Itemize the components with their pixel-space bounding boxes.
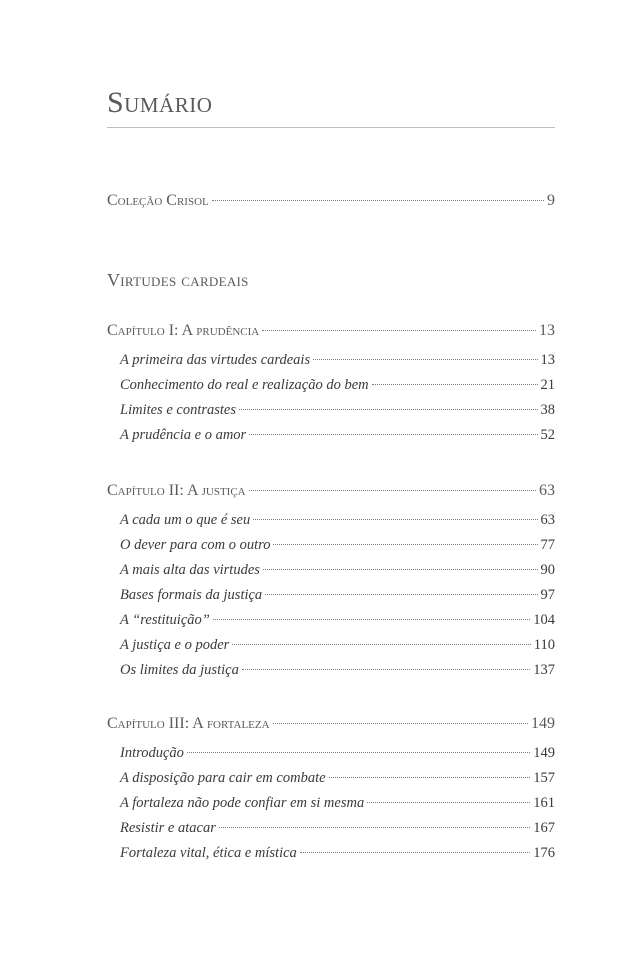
dot-leader — [300, 851, 530, 853]
toc-entry-label: A mais alta das virtudes — [120, 562, 260, 578]
toc-entry-label: Introdução — [120, 745, 184, 761]
dot-leader — [232, 643, 531, 645]
toc-page-number: 21 — [540, 377, 555, 393]
toc-entry[interactable] — [120, 662, 555, 679]
dot-leader — [249, 433, 537, 435]
toc-entry[interactable] — [120, 637, 555, 654]
toc-entry-label: Coleção Crisol — [107, 192, 209, 209]
toc-entry-label: Resistir e atacar — [120, 820, 216, 836]
chapter-label: Capítulo I: A prudência — [107, 322, 260, 339]
toc-entry[interactable] — [120, 512, 555, 529]
toc-entry-label: Os limites da justiça — [120, 662, 239, 678]
toc-entry[interactable] — [120, 845, 555, 862]
toc-page-number: 176 — [533, 845, 555, 861]
dot-leader — [367, 801, 530, 803]
toc-page-number: 13 — [540, 352, 555, 368]
toc-entry[interactable] — [120, 612, 555, 629]
toc-page-number: 9 — [547, 192, 555, 209]
toc-entry-label: A justiça e o poder — [120, 637, 230, 653]
chapter-label: Capítulo II: A justiça — [107, 482, 246, 499]
toc-entry[interactable] — [120, 587, 555, 604]
toc-entry-label: Bases formais da justiça — [120, 587, 263, 603]
chapter-label: Capítulo III: A fortaleza — [107, 715, 270, 732]
toc-entry-label: A fortaleza não pode confiar em si mesma — [120, 795, 365, 811]
dot-leader — [329, 776, 531, 778]
toc-page-number: 63 — [539, 482, 555, 499]
dot-leader — [372, 383, 538, 385]
chapter-heading-3[interactable] — [107, 715, 555, 733]
dot-leader — [212, 199, 544, 201]
toc-page-number: 137 — [533, 662, 555, 678]
toc-page-number: 161 — [533, 795, 555, 811]
dot-leader — [219, 826, 530, 828]
toc-entry-label: Fortaleza vital, ética e mística — [120, 845, 297, 861]
toc-entry-label: A disposição para cair em combate — [120, 770, 326, 786]
dot-leader — [187, 751, 530, 753]
dot-leader — [213, 618, 530, 620]
toc-page-number: 104 — [533, 612, 555, 628]
toc-entry-label: Conhecimento do real e realização do bem — [120, 377, 369, 393]
dot-leader — [242, 668, 530, 670]
toc-entry-label: A cada um o que é seu — [120, 512, 251, 528]
dot-leader — [273, 722, 528, 724]
dot-leader — [263, 568, 538, 570]
dot-leader — [265, 593, 537, 595]
toc-entry-label: A prudência e o amor — [120, 427, 247, 443]
toc-page-number: 77 — [540, 537, 555, 553]
toc-entry[interactable] — [120, 562, 555, 579]
toc-entry-label: A primeira das virtudes cardeais — [120, 352, 311, 368]
dot-leader — [253, 518, 537, 520]
toc-entry[interactable] — [120, 537, 555, 554]
toc-entry[interactable] — [120, 402, 555, 419]
part-title: Virtudes cardeais — [107, 270, 249, 290]
toc-page-number: 97 — [540, 587, 555, 603]
dot-leader — [239, 408, 538, 410]
toc-entry[interactable] — [120, 820, 555, 837]
toc-page-number: 52 — [540, 427, 555, 443]
dot-leader — [249, 489, 536, 491]
toc-page-number: 63 — [540, 512, 555, 528]
page-title: Sumário — [107, 86, 213, 119]
dot-leader — [273, 543, 537, 545]
chapter-heading-1[interactable] — [107, 322, 555, 340]
toc-entry[interactable] — [120, 352, 555, 369]
toc-page-number: 38 — [540, 402, 555, 418]
toc-page-number: 110 — [533, 637, 555, 653]
toc-page-number: 149 — [533, 745, 555, 761]
toc-page-number: 157 — [533, 770, 555, 786]
toc-page-number: 149 — [531, 715, 555, 732]
toc-entry-collection[interactable] — [107, 192, 555, 210]
toc-entry[interactable] — [120, 795, 555, 812]
toc-entry[interactable] — [120, 745, 555, 762]
toc-entry[interactable] — [120, 427, 555, 444]
toc-page-number: 90 — [540, 562, 555, 578]
toc-entry-label: Limites e contrastes — [120, 402, 236, 418]
toc-page-number: 13 — [539, 322, 555, 339]
dot-leader — [262, 329, 536, 331]
toc-entry-label: O dever para com o outro — [120, 537, 271, 553]
dot-leader — [313, 358, 537, 360]
toc-entry[interactable] — [120, 377, 555, 394]
chapter-heading-2[interactable] — [107, 482, 555, 500]
toc-page-number: 167 — [533, 820, 555, 836]
toc-entry-label: A “restituição” — [120, 612, 210, 628]
toc-entry[interactable] — [120, 770, 555, 787]
title-divider — [107, 127, 555, 128]
